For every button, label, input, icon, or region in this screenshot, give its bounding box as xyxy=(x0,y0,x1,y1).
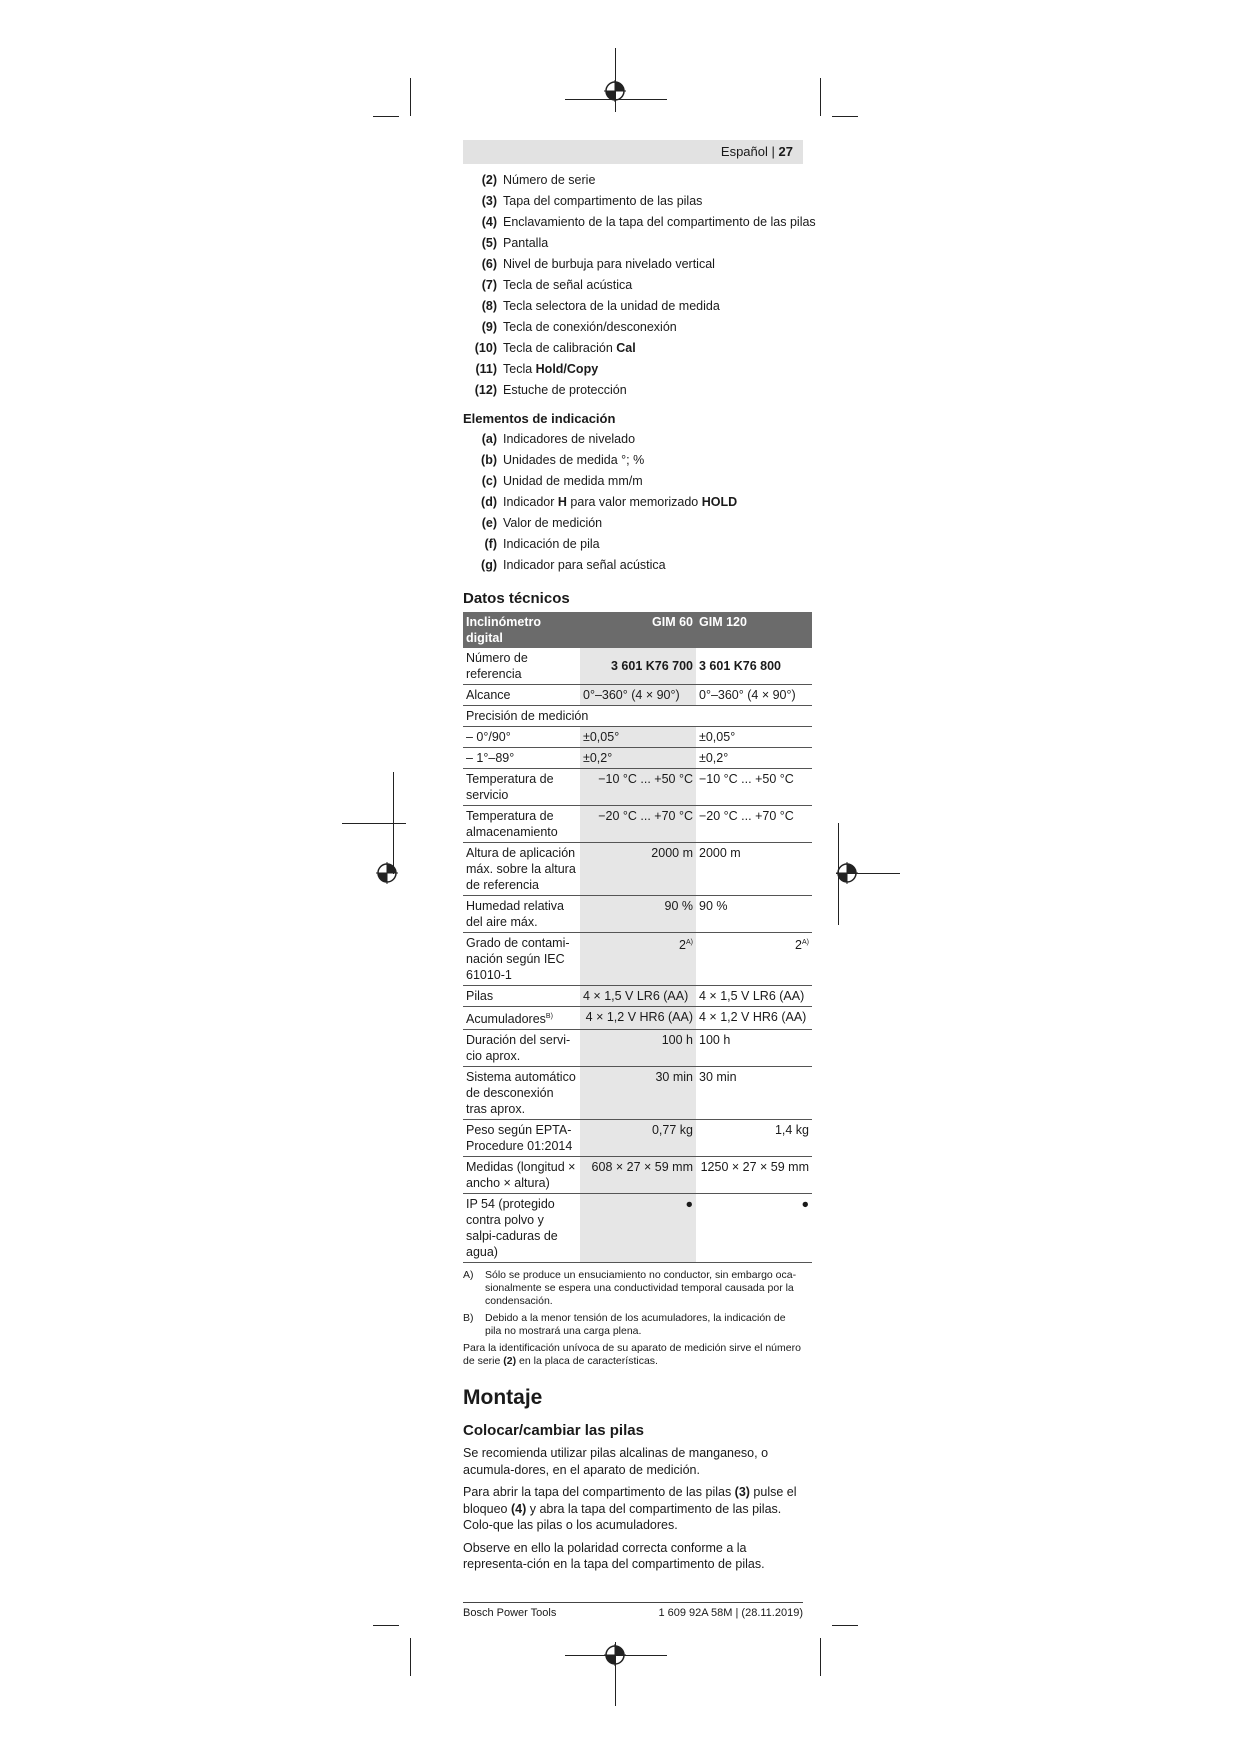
item-text: Tecla de calibración xyxy=(503,341,617,355)
page-footer xyxy=(463,1602,803,1619)
crop-mark xyxy=(832,1625,858,1626)
crop-mark xyxy=(410,1638,411,1676)
table-cell: Medidas (longitud × ancho × altura) xyxy=(463,1157,580,1194)
table-row xyxy=(463,769,812,806)
footnotes xyxy=(463,1269,803,1368)
item-text: Tapa del compartimento de las pilas xyxy=(503,194,703,208)
table-row xyxy=(463,843,812,896)
item-number: (c) xyxy=(481,474,497,488)
list-item xyxy=(463,338,803,359)
table-cell: ±0,05° xyxy=(580,727,696,748)
paragraph-text: y abra la tapa del compartimento de las pilas. Colo-que las pilas o los acumuladores. xyxy=(463,1501,782,1533)
table-cell: 1250 × 27 × 59 mm xyxy=(696,1157,812,1194)
paragraph-bold: (3) xyxy=(734,1485,750,1500)
registration-mark-icon xyxy=(604,1644,626,1666)
table-cell: Alcance xyxy=(463,685,580,706)
item-text: Tecla de señal acústica xyxy=(503,278,633,292)
table-cell: Temperatura de almacenamiento xyxy=(463,806,580,843)
table-cell: ±0,2° xyxy=(580,748,696,769)
registration-mark-icon xyxy=(376,862,398,884)
list-item xyxy=(463,275,803,296)
table-row xyxy=(463,933,812,986)
table-cell: Número de referencia xyxy=(463,648,580,685)
item-text: Indicador xyxy=(503,495,558,509)
footer-brand: Bosch Power Tools xyxy=(463,1607,557,1619)
table-cell: ● xyxy=(696,1194,812,1263)
crop-mark xyxy=(373,116,399,117)
table-cell xyxy=(463,1007,580,1030)
paragraph-bold: (4) xyxy=(510,1501,527,1516)
item-text: Número de serie xyxy=(503,173,596,187)
note-bold: (2) xyxy=(503,1355,517,1368)
component-list xyxy=(463,170,816,401)
tech-data-table xyxy=(463,612,812,1263)
item-number: (7) xyxy=(481,278,497,292)
section-title: Montaje xyxy=(463,1386,543,1410)
display-elements-heading: Elementos de indicación xyxy=(463,411,616,426)
list-item xyxy=(463,191,803,212)
cell-value: 2 xyxy=(679,938,686,953)
list-item xyxy=(463,380,803,401)
table-cell: – 1°–89° xyxy=(463,748,580,769)
footnote-ref: A) xyxy=(686,939,693,946)
item-number: (4) xyxy=(481,215,497,229)
item-text: Indicación de pila xyxy=(503,537,600,551)
table-row xyxy=(463,1067,812,1120)
item-text: Estuche de protección xyxy=(503,383,627,397)
item-number: (d) xyxy=(481,495,497,509)
item-number: (8) xyxy=(481,299,497,313)
list-item xyxy=(463,254,803,275)
table-cell: Sistema automático de desconexión tras aprox. xyxy=(463,1067,580,1120)
table-cell: 100 h xyxy=(580,1030,696,1067)
crop-mark xyxy=(410,78,411,116)
item-number: (5) xyxy=(481,236,497,250)
table-cell: 0°–360° (4 × 90°) xyxy=(580,685,696,706)
footnote xyxy=(463,1312,803,1338)
table-cell: 4 × 1,2 V HR6 (AA) xyxy=(580,1007,696,1030)
item-number: (9) xyxy=(481,320,497,334)
table-cell: −20 °C ... +70 °C xyxy=(696,806,812,843)
registration-line xyxy=(342,823,406,824)
note-text: en la placa de características. xyxy=(516,1355,658,1368)
crop-mark xyxy=(820,1638,821,1676)
crop-mark xyxy=(820,78,821,116)
table-cell: 2000 m xyxy=(580,843,696,896)
table-cell: Peso según EPTA-Procedure 01:2014 xyxy=(463,1120,580,1157)
table-cell xyxy=(580,933,696,986)
header-language: Español xyxy=(720,144,768,159)
crop-mark xyxy=(832,116,858,117)
table-cell: 0,77 kg xyxy=(580,1120,696,1157)
table-cell: IP 54 (protegido contra polvo y salpi-caduras de agua) xyxy=(463,1194,580,1263)
table-cell: 90 % xyxy=(696,896,812,933)
serial-note xyxy=(463,1342,803,1368)
table-row xyxy=(463,986,812,1007)
subsection-title: Colocar/cambiar las pilas xyxy=(463,1422,644,1440)
table-cell: ±0,2° xyxy=(696,748,812,769)
table-cell: 4 × 1,5 V LR6 (AA) xyxy=(580,986,696,1007)
cell-value: Acumuladores xyxy=(466,1012,546,1027)
footer-doc-number: 1 609 92A 58M | (28.11.2019) xyxy=(658,1607,803,1619)
list-item xyxy=(463,513,803,534)
table-cell xyxy=(696,706,812,727)
item-number: (6) xyxy=(481,257,497,271)
crop-mark xyxy=(373,1625,399,1626)
page-header xyxy=(463,140,803,164)
paragraph-text: pulse el bloqueo xyxy=(463,1485,797,1516)
footnote-text: Sólo se produce un ensuciamiento no conductor, sin embargo oca-sionalmente se espera una conductividad temporal causada por la condensación. xyxy=(485,1269,797,1308)
list-item xyxy=(463,170,803,191)
list-item xyxy=(463,359,803,380)
list-item xyxy=(463,233,803,254)
item-bold-text: Hold/Copy xyxy=(535,362,599,376)
item-bold-text: H xyxy=(557,495,567,509)
footnote-key: B) xyxy=(463,1312,474,1325)
item-number: (b) xyxy=(481,453,497,467)
item-text: Tecla selectora de la unidad de medida xyxy=(503,299,720,313)
item-text: Nivel de burbuja para nivelado vertical xyxy=(503,257,715,271)
item-text: Unidad de medida mm/m xyxy=(503,474,643,488)
list-item xyxy=(463,471,803,492)
table-cell: 608 × 27 × 59 mm xyxy=(580,1157,696,1194)
table-cell: 0°–360° (4 × 90°) xyxy=(696,685,812,706)
table-row xyxy=(463,1194,812,1263)
table-row xyxy=(463,727,812,748)
paragraph: Observe en ello la polaridad correcta conforme a la representa-ción en la tapa del compartimento de pilas. xyxy=(463,1540,765,1572)
table-cell: 2000 m xyxy=(696,843,812,896)
paragraph xyxy=(463,1484,803,1534)
table-cell: −10 °C ... +50 °C xyxy=(696,769,812,806)
item-text: Enclavamiento de la tapa del compartimento de las pilas xyxy=(503,215,816,229)
list-item xyxy=(463,450,803,471)
item-number: (2) xyxy=(481,173,497,187)
item-text: Tecla de conexión/desconexión xyxy=(503,320,677,334)
table-row xyxy=(463,1157,812,1194)
table-row xyxy=(463,806,812,843)
item-text: Indicador para señal acústica xyxy=(503,558,666,572)
table-cell: ● xyxy=(580,1194,696,1263)
item-text: Valor de medición xyxy=(503,516,603,530)
table-cell: Precisión de medición xyxy=(463,706,696,727)
footnote-text: Debido a la menor tensión de los acumuladores, la indicación de pila no mostrará una carga plena. xyxy=(485,1312,786,1338)
item-text: Indicadores de nivelado xyxy=(503,432,636,446)
item-text: Pantalla xyxy=(503,236,549,250)
table-cell: 30 min xyxy=(696,1067,812,1120)
list-item xyxy=(463,555,803,576)
cell-value: 2 xyxy=(795,938,802,953)
item-number: (e) xyxy=(481,516,497,530)
table-row xyxy=(463,685,812,706)
item-text: para valor memorizado xyxy=(566,495,702,509)
footnote-ref: B) xyxy=(545,1013,553,1020)
table-cell: 3 601 K76 800 xyxy=(696,648,812,685)
table-row xyxy=(463,748,812,769)
note-text: Para la identificación unívoca de su aparato de medición sirve el número de serie xyxy=(463,1342,801,1368)
table-cell: Grado de contami-nación según IEC 61010-1 xyxy=(463,933,580,986)
item-text: Unidades de medida °; % xyxy=(503,453,645,467)
table-row xyxy=(463,1120,812,1157)
table-cell: Altura de aplicación máx. sobre la altura de referencia xyxy=(463,843,580,896)
table-cell: Humedad relativa del aire máx. xyxy=(463,896,580,933)
list-item xyxy=(463,212,816,233)
table-cell: GIM 120 xyxy=(696,612,812,648)
table-cell: Pilas xyxy=(463,986,580,1007)
item-number: (11) xyxy=(475,362,497,376)
table-cell: GIM 60 xyxy=(580,612,696,648)
footnote xyxy=(463,1269,803,1308)
table-header-row xyxy=(463,612,812,648)
item-number: (f) xyxy=(484,537,497,551)
item-number: (3) xyxy=(481,194,497,208)
item-number: (g) xyxy=(481,558,497,572)
table-cell: 4 × 1,2 V HR6 (AA) xyxy=(696,1007,812,1030)
table-row xyxy=(463,706,812,727)
item-number: (12) xyxy=(474,383,497,397)
item-text: Tecla xyxy=(503,362,536,376)
section-body xyxy=(463,1445,803,1573)
table-row xyxy=(463,896,812,933)
header-page-number: 27 xyxy=(778,144,793,159)
paragraph: Se recomienda utilizar pilas alcalinas de manganeso, o acumula-dores, en el aparato de medición. xyxy=(463,1446,769,1477)
table-cell: 90 % xyxy=(580,896,696,933)
table-cell: ±0,05° xyxy=(696,727,812,748)
table-cell: 100 h xyxy=(696,1030,812,1067)
tech-data-heading: Datos técnicos xyxy=(463,590,570,607)
table-row xyxy=(463,648,812,685)
item-bold-text: Cal xyxy=(616,341,636,355)
table-row xyxy=(463,1030,812,1067)
table-cell: Duración del servi-cio aprox. xyxy=(463,1030,580,1067)
item-bold-text: HOLD xyxy=(701,495,738,509)
table-cell: Inclinómetro digital xyxy=(463,612,580,648)
paragraph-text: Para abrir la tapa del compartimento de las pilas xyxy=(463,1485,735,1500)
table-cell: 3 601 K76 700 xyxy=(580,648,696,685)
table-cell: 1,4 kg xyxy=(696,1120,812,1157)
display-elements-list xyxy=(463,429,803,576)
table-cell: −10 °C ... +50 °C xyxy=(580,769,696,806)
table-cell: 4 × 1,5 V LR6 (AA) xyxy=(696,986,812,1007)
table-cell: 30 min xyxy=(580,1067,696,1120)
table-cell: −20 °C ... +70 °C xyxy=(580,806,696,843)
header-separator: | xyxy=(771,144,775,159)
table-cell: Temperatura de servicio xyxy=(463,769,580,806)
list-item xyxy=(463,534,803,555)
registration-mark-icon xyxy=(604,80,626,102)
footnote-ref: A) xyxy=(802,939,809,946)
item-number: (10) xyxy=(474,341,497,355)
item-number: (a) xyxy=(481,432,497,446)
table-row xyxy=(463,1007,812,1030)
table-cell xyxy=(696,933,812,986)
list-item xyxy=(463,492,803,513)
list-item xyxy=(463,296,803,317)
manual-page xyxy=(463,140,816,1579)
registration-line xyxy=(393,772,394,874)
registration-mark-icon xyxy=(836,862,858,884)
table-cell: – 0°/90° xyxy=(463,727,580,748)
footnote-key: A) xyxy=(463,1269,474,1282)
list-item xyxy=(463,429,803,450)
list-item xyxy=(463,317,803,338)
